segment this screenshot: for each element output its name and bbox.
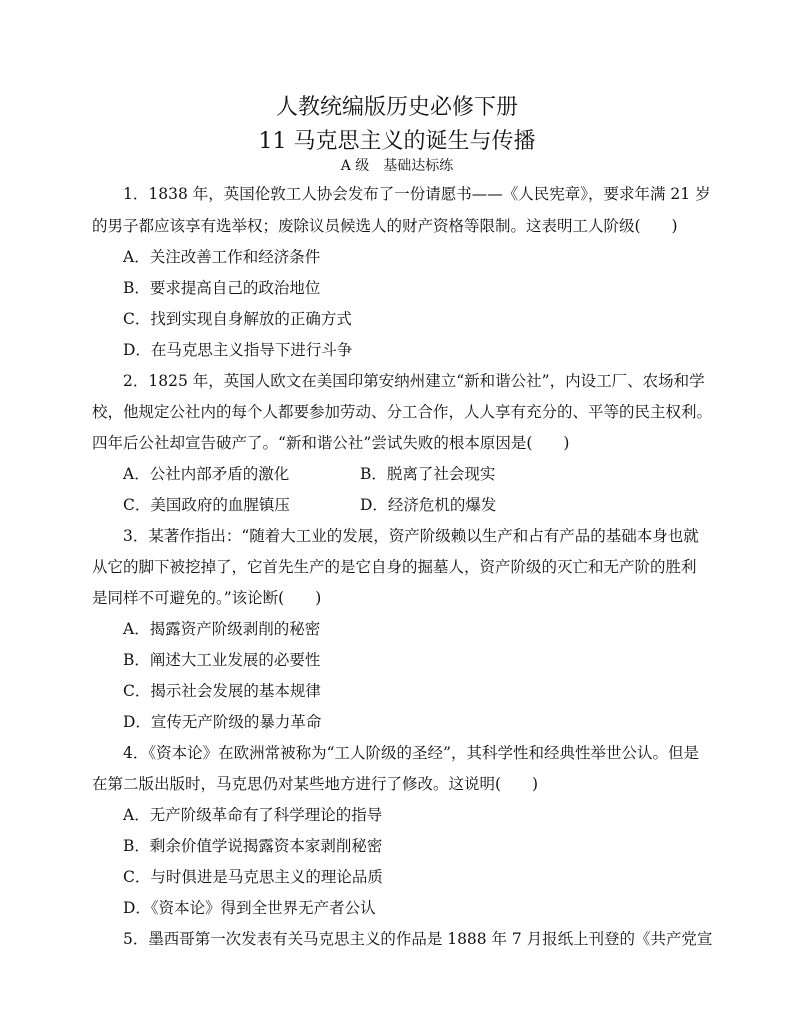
- question-4-option-a: A．无产阶级革命有了科学理论的指导: [123, 806, 383, 824]
- question-3-line-1: 3．某著作指出：“随着大工业的发展，资产阶级赖以生产和占有产品的基础本身也就: [123, 527, 699, 545]
- question-5-line-1: 5．墨西哥第一次发表有关马克思主义的作品是 1888 年 7 月报纸上刊登的《共产党宣: [123, 930, 713, 948]
- question-1-line-1: 1．1838 年，英国伦敦工人协会发布了一份请愿书——《人民宪章》，要求年满 21 岁: [123, 185, 711, 203]
- question-4-option-d: D．《资本论》得到全世界无产者公认: [123, 899, 376, 917]
- question-2-line-3: 四年后公社却宣告破产了。“新和谐公社”尝试失败的根本原因是( ): [92, 434, 570, 452]
- question-1-option-a: A．关注改善工作和经济条件: [123, 248, 321, 266]
- question-3-option-d: D．宣传无产阶级的暴力革命: [123, 713, 322, 731]
- question-3-option-c: C．揭示社会发展的基本规律: [123, 682, 321, 700]
- question-4-line-2: 在第二版出版时，马克思仍对某些地方进行了修改。这说明( ): [92, 775, 539, 793]
- question-2-option-d: D．经济危机的爆发: [360, 496, 497, 514]
- question-3-line-3: 是同样不可避免的。”该论断( ): [92, 589, 322, 607]
- question-4-line-1: 4．《资本论》在欧洲常被称为“工人阶级的圣经”，其科学性和经典性举世公认。但是: [123, 744, 699, 762]
- document-title: 人教统编版历史必修下册: [275, 95, 518, 120]
- lesson-title: 11 马克思主义的诞生与传播: [258, 129, 536, 154]
- question-1-option-b: B．要求提高自己的政治地位: [123, 279, 321, 297]
- question-2-line-1: 2．1825 年，英国人欧文在美国印第安纳州建立“新和谐公社”，内设工厂、农场和学: [123, 372, 705, 390]
- question-1-option-d: D．在马克思主义指导下进行斗争: [123, 341, 353, 359]
- question-3-option-b: B．阐述大工业发展的必要性: [123, 651, 321, 669]
- question-4-option-c: C．与时俱进是马克思主义的理论品质: [123, 868, 383, 886]
- question-3-line-2: 从它的脚下被挖掉了，它首先生产的是它自身的掘墓人，资产阶级的灭亡和无产阶的胜利: [92, 558, 697, 576]
- question-2-option-c: C．美国政府的血腥镇压: [123, 496, 290, 514]
- question-2-option-b: B．脱离了社会现实: [360, 465, 496, 483]
- question-2-line-2: 校，他规定公社内的每个人都要参加劳动、分工合作，人人享有充分的、平等的民主权利。: [92, 403, 713, 421]
- question-1-option-c: C．找到实现自身解放的正确方式: [123, 310, 352, 328]
- question-4-option-b: B．剩余价值学说揭露资本家剥削秘密: [123, 837, 383, 855]
- question-3-option-a: A．揭露资产阶级剥削的秘密: [123, 620, 321, 638]
- question-2-option-a: A．公社内部矛盾的激化: [123, 465, 290, 483]
- question-1-line-2: 的男子都应该享有选举权；废除议员候选人的财产资格等限制。这表明工人阶级( ): [92, 217, 678, 235]
- level-heading: A 级 基础达标练: [340, 158, 454, 174]
